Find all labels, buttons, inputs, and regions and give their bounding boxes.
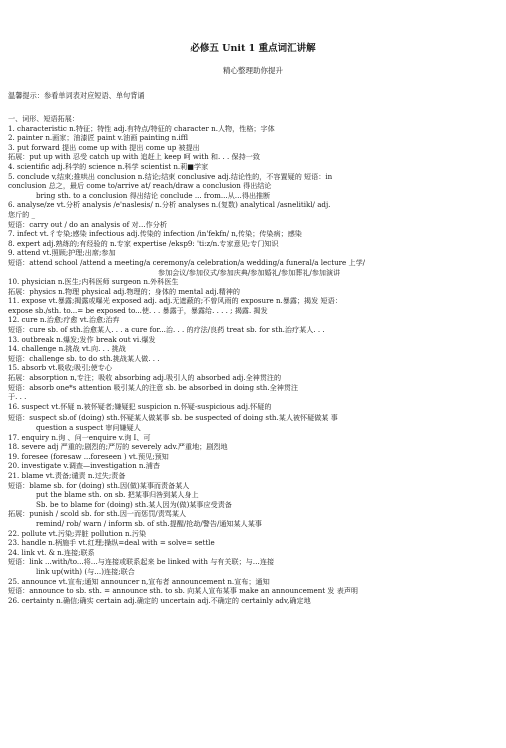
vocab-line: 24. link vt. & n.连接;联系 (8, 547, 95, 557)
vocab-line: 26. certainty n.确信;确实 certain adj.确定的 uncertain adj.不确定的 certainly adv,确定地 (8, 595, 311, 605)
vocab-line: 15. absorb vt.吸收;吸引;使专心 (8, 363, 112, 373)
vocab-line: 11. expose vt.暴露;揭露或曝光 exposed adj. adj.无遮蔽的;不曾风雨的 exposure n.暴露；揭发 短语： (8, 296, 342, 306)
vocab-line: 9. attend vt.照顾;护理;出席;参加 (8, 248, 116, 258)
vocab-line: link up(with) (与…)连接;联合 (36, 566, 135, 576)
vocab-line: 短语：cure sb. of sth.治愈某人. . . a cure for...治. . . 的疗法/良药 treat sb. for sth.治疗某人. . . (8, 325, 325, 335)
vocab-line: 25. announce vt.宣布;通知 announcer n,宣布者 announcement n.宣布；通知 (8, 576, 270, 586)
vocab-line: remind/ rob/ warn / inform sb. of sth.提醒/抢劫/警告/通知某人某事 (36, 518, 262, 528)
vocab-line: 短语：blame sb. for (doing) sth.因(做)某事而责备某人 (8, 480, 190, 490)
vocab-line: 3. put forward 提出 come up with 提出 come up 被提出 (8, 142, 200, 152)
vocab-line: 13. outbreak n.爆发;发作 break out vi.爆发 (8, 334, 156, 344)
vocab-line: conclusion 总之，最后 come to/arrive at/ reach/draw a conclusion 得出结论 (8, 181, 272, 191)
vocab-line: bring sth. to a conclusion 得出结论 conclude ... from...从…得出推断 (36, 190, 271, 200)
vocab-line: 18. severe adj 严重的;剧烈的;严厉的 severely adv.严重地；剧烈地 (8, 442, 228, 452)
vocab-line: 5. conclude v,结束;推哄出 conclusion n.结论;结束 conclusive adj.结论性的，不容置疑的 短语：in (8, 171, 333, 181)
vocab-line: expose sb./sth. to...= be exposed to...使. . . 暴露于，暴露给. . . . ; 揭露. 揭发 (8, 305, 268, 315)
notice-text: 温馨提示：参看单词表对应短语、单句背诵 (8, 91, 145, 100)
vocab-line: 短语：link ...with/to...将…与连接或联系起来 be linked with 与有关联；与…连接 (8, 557, 275, 567)
vocab-line: 一、词形、短语拓展： (8, 114, 79, 123)
vocab-line: 1. characteristic n.特征；特性 adj.有特点/特征的 character n.人物，性格；字体 (8, 123, 275, 133)
vocab-line: 短语：challenge sb. to do sth.挑战某人做. . . (8, 353, 160, 363)
vocab-line: Sb. be to blame for (doing) sth.某人因为(做)某事应受责备 (36, 499, 232, 509)
vocab-line: 23. handle n.柄施手 vt.红理;操纵=deal with = solve= settle (8, 538, 215, 548)
vocab-line: 2. painter n.画家；油漆匠 paint v.油画 painting n.iffl (8, 133, 189, 143)
vocab-line: 拓展：punish / scold sb. for sth.因一而惩罚/责骂某人 (8, 509, 187, 519)
vocab-line: 7. infect vt.彳专染;感染 infectious adj.传染的 infection /in'fekfn/ n,传染；传染病；感染 (8, 229, 302, 239)
vocab-line: 17. enquiry n.询 、问一enquire v.询 I、可 (8, 432, 151, 442)
vocabulary-list (8, 114, 500, 605)
vocab-line: 拓展：put up with 忍受 catch up with 追赶上 keep 呵 with 和. . . 保持一致 (8, 152, 260, 162)
vocab-line: 10. physician n.医生;内科医师 surgeon n.外科医生 (8, 277, 179, 287)
vocab-line: 短语：suspect sb.of (doing) sth.怀疑某人做某事 sb. be suspected of doing sth.某人被怀疑做某 事 (8, 413, 338, 423)
vocab-line: 21. blame vt.责备;谴责 n.过失;责备 (8, 470, 126, 480)
vocab-line: put the blame sth. on sb. 把某事归咎到某人身上 (36, 490, 199, 500)
vocab-line: 拓展：absorption n,专注；吸收 absorbing adj.吸引人的 absorbed adj.全神贯注的 (8, 373, 282, 383)
vocab-line: 您斤的 _ (8, 209, 36, 219)
document-subtitle: 精心整理助你提升 (223, 66, 283, 75)
vocab-line: 参加会议/参加仪式/参加庆典/参加婚礼/参加葬礼/参加演讲 (158, 267, 341, 277)
vocab-line: question a suspect 审问嫌疑人 (36, 423, 141, 432)
vocab-line: 短语：attend school /attend a meeting/a ceremony/a celebration/a wedding/a funeral/a lecture 上学/ (8, 257, 366, 267)
vocab-line: 短语：carry out / do an analysis of 对…作分析 (8, 219, 167, 229)
vocab-line: 6. analyse/ze vt.分析 analysis /e'naslesis/ n.分析 analyses n.(复数) analytical /asnelitikl/ adj. (8, 200, 331, 210)
vocab-line: 8. expert adj.熟练的;有经验的 n.专家 expertise /eksp9: 'ti:z/n.专家意见;专门知识 (8, 238, 279, 248)
vocab-line: 14. challenge n.挑战 vt.向. . . 挑战 (8, 344, 126, 354)
document-title: 必修五 Unit 1 重点词汇讲解 (190, 43, 316, 54)
vocab-line: 19. foresee (foresaw ...foreseen ) vt.预见;预知 (8, 451, 169, 461)
vocab-line: 拓展：physics n.物理 physical adj.物理的；身体的 mental adj.精神的 (8, 286, 240, 296)
vocab-line: 22. pollute vt.污染;弄脏 pollution n.污染 (8, 528, 147, 538)
vocab-line: 短语：absorb one*s attention 吸引某人的注意 sb. be absorbed in doing sth.全神贯注 (8, 382, 298, 392)
vocab-line: 20. investigate v.调查—investigation n.浦杳 (8, 461, 160, 471)
vocab-line: 于. . . (8, 392, 27, 402)
vocab-line: 12. cure n.治愈;疗愈 vt.治愈;治弃 (8, 315, 120, 325)
vocab-line: 短语：announce to sb. sth. = announce sth. to sb. 向某人宣布某事 make an announcement 发 表声明 (8, 586, 358, 596)
vocab-line: 16. suspect vt.怀疑 n.被怀疑者;嫌疑犯 suspicion n.怀疑-suspicious adj.怀疑的 (8, 401, 272, 411)
vocab-line: 4. scientific adj.科学的 science n.科学 scientist n.莉■学家 (8, 161, 209, 171)
